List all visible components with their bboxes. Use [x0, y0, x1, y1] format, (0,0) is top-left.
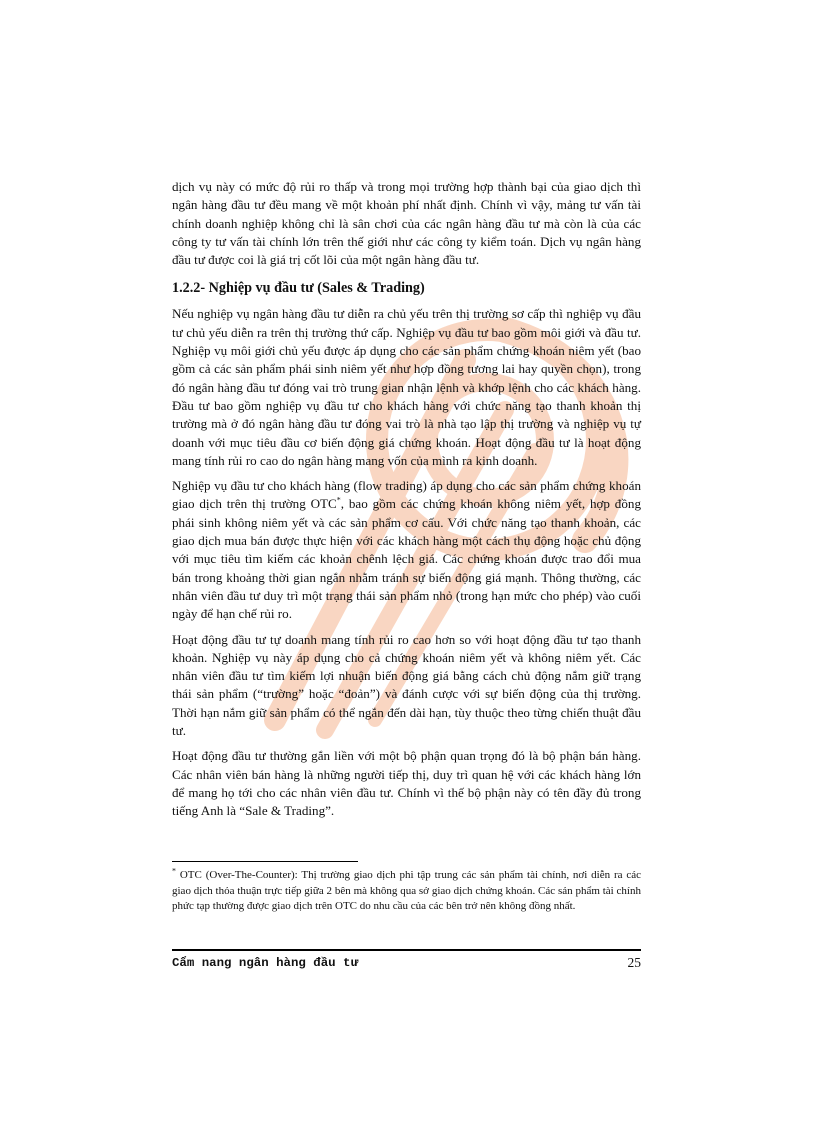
footer-divider [172, 949, 641, 951]
footnote-marker: * [172, 866, 176, 876]
footnote-text: OTC (Over-The-Counter): Thị trường giao dịch phi tập trung các sản phẩm tài chính, nơi diễn ra các giao dịch thỏa thuận trực tiếp giữa 2 bên mà không qua sở giao dịch chứng khoán. Các sản phẩm tài chính phức tạp thường được giao dịch trên OTC do nhu cầu của các bên trở nên không đồng nhất. [172, 869, 641, 913]
paragraph-flow-trading [172, 477, 641, 623]
footer-book-title: Cẩm nang ngân hàng đầu tư [172, 956, 358, 970]
paragraph-sales-department: Hoạt động đầu tư thường gắn liền với một bộ phận quan trọng đó là bộ phận bán hàng. Các nhân viên bán hàng là những người tiếp thị, duy trì quan hệ với các khách hàng lớn để mang họ tới cho các nhân viên đầu tư. Chính vì thế bộ phận này có tên đầy đủ trong tiếng Anh là “Sale & Trading”. [172, 748, 641, 819]
paragraph-proprietary-trading: Hoạt động đầu tư tự doanh mang tính rủi ro cao hơn so với hoạt động đầu tư tạo thanh khoản. Nghiệp vụ này áp dụng cho cả chứng khoán niêm yết và không niêm yết. Các nhân viên đầu tư tìm kiếm lợi nhuận biến động giá bằng cách chủ động nắm giữ trạng thái sản phẩm (“trường” hoặc “đoản”) và đánh cược với sự biến động của thị trường. Thời hạn nắm giữ sản phẩm có thể ngắn đến dài hạn, tùy thuộc theo từng chiến thuật đầu tư. [172, 631, 641, 739]
footnote-reference[interactable]: * [336, 496, 341, 506]
page-number: 25 [627, 955, 641, 970]
intro-paragraph: dịch vụ này có mức độ rủi ro thấp và trong mọi trường hợp thành bại của giao dịch thì ngân hàng đầu tư đều mang về một khoản phí nhất định. Chính vì vậy, mảng tư vấn tài chính doanh nghiệp không chỉ là sân chơi của các ngân hàng đầu tư mà còn là của các công ty tư vấn tài chính lớn trên thế giới như các công ty kiểm toán. Dịch vụ ngân hàng đầu tư được coi là giá trị cốt lõi của một ngân hàng đầu tư. [172, 179, 641, 268]
page-body [172, 178, 641, 828]
paragraph-sales-trading: Nếu nghiệp vụ ngân hàng đầu tư diễn ra chủ yếu trên thị trường sơ cấp thì nghiệp vụ đầu tư chủ yếu diễn ra trên thị trường thứ cấp. Nghiệp vụ đầu tư bao gồm môi giới và đầu tư. Nghiệp vụ môi giới chủ yếu được áp dụng cho các sản phẩm chứng khoán niêm yết (bao gồm cả các sản phẩm phái sinh niêm yết như hợp đồng tương lai hay quyền chọn), trong đó ngân hàng đầu tư đóng vai trò trung gian nhận lệnh và khớp lệnh cho các khách hàng. Đầu tư bao gồm nghiệp vụ đầu tư cho khách hàng với chức năng tạo thanh khoản thị trường mà ở đó ngân hàng đầu tư đóng vai trò là nhà tạo lập thị trường và nghiệp vụ tự doanh với mục tiêu đầu cơ biến động giá chứng khoán. Hoạt động đầu tư là hoạt động mang tính rủi ro cao do ngân hàng mang vốn của mình ra kinh doanh. [172, 306, 641, 468]
footnote [172, 868, 641, 915]
paragraph-flow-trading-start: Nghiệp vụ đầu tư cho khách hàng (flow trading) áp dụng cho các sản phẩm chứng khoán giao dịch trên thị trường OTC [172, 478, 641, 512]
paragraph-flow-trading-end: , bao gồm các chứng khoán không niêm yết, hợp đồng phái sinh không niêm yết và các sản phẩm cơ cấu. Với chức năng tạo thanh khoản, các giao dịch mua bán được thực hiện với các khách hàng một cách thụ động hoặc chủ động với mục tiêu tìm kiếm các khoản chênh lệch giá. Các chứng khoán được trao đổi mua bán trong khoảng thời gian ngắn nhằm tránh sự biến động giá mạnh. Thông thường, các nhân viên đầu tư duy trì một trạng thái sản phẩm nhỏ (trong hạn mức cho phép) vào cuối ngày để hạn chế rủi ro. [172, 496, 641, 622]
section-heading: 1.2.2- Nghiệp vụ đầu tư (Sales & Trading) [172, 280, 425, 297]
footnote-separator [172, 861, 358, 862]
